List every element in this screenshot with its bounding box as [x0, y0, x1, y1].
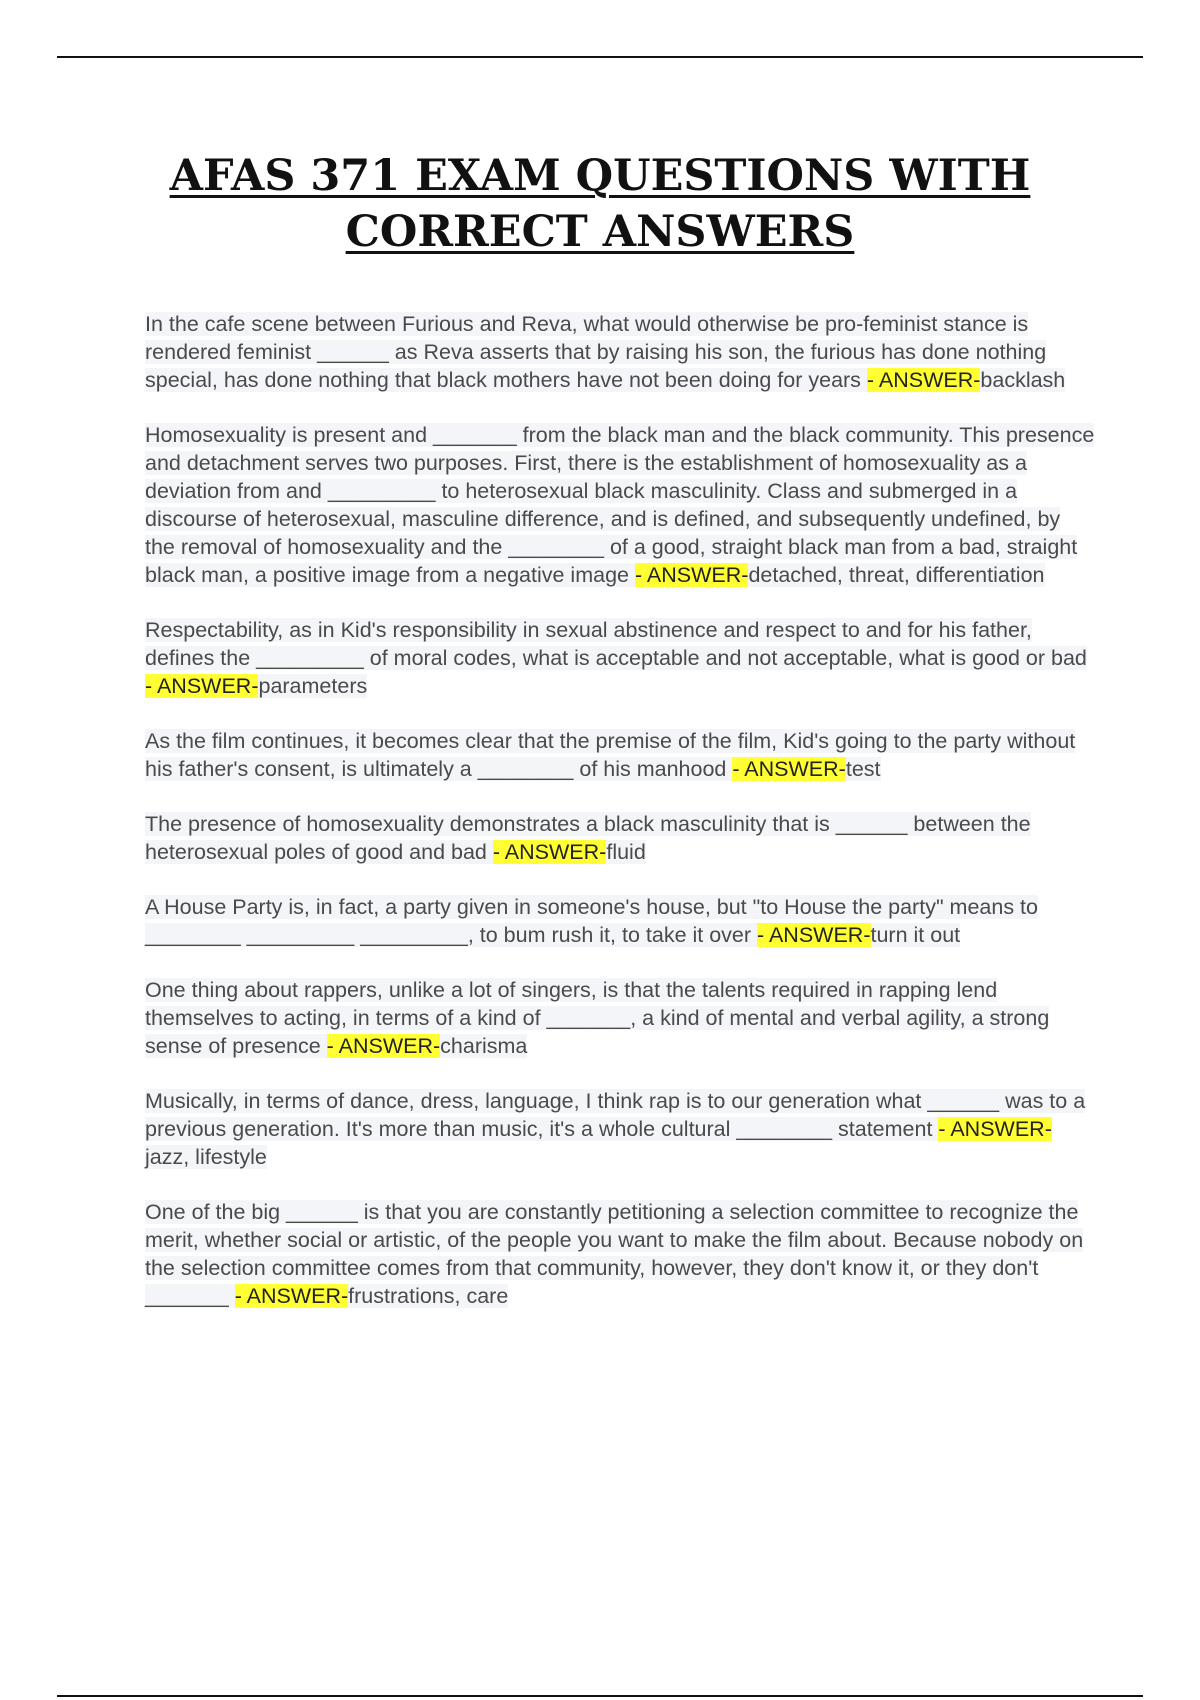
question-text: One thing about rappers, unlike a lot of singers, is that the talents required in rapping lend themselves to acting, in terms of a kind of _______, a kind of mental and verbal agility, a strong sense of presence	[145, 978, 1050, 1058]
answer-marker: - ANSWER-	[234, 1284, 349, 1308]
qa-item	[145, 421, 1095, 589]
answer-text: backlash	[980, 368, 1066, 392]
answer-text: fluid	[606, 840, 646, 864]
answer-marker: - ANSWER-	[757, 923, 871, 947]
question-text: Homosexuality is present and _______ from the black man and the black community. This presence and detachment serves two purposes. First, there is the establishment of homosexuality as a deviation from and _________ to heterosexual black masculinity. Class and submerged in a discourse of heterosexual, masculine difference, and is defined, and subsequently undefined, by the removal of homosexuality and the ________ of a good, straight black man from a bad, straight black man, a positive image from a negative image	[145, 423, 1095, 587]
question-text: As the film continues, it becomes clear that the premise of the film, Kid's going to the party without his father's consent, is ultimately a ________ of his manhood	[145, 729, 1076, 781]
answer-marker: - ANSWER-	[866, 368, 981, 392]
qa-item	[145, 1198, 1095, 1310]
answer-text: test	[845, 757, 881, 781]
qa-list	[145, 310, 1095, 1337]
question-text: A House Party is, in fact, a party given in someone's house, but "to House the party" means to ________ _________ _________, to bum rush it, to take it over	[145, 895, 1038, 947]
header-rule	[57, 56, 1143, 58]
answer-text: jazz, lifestyle	[145, 1145, 267, 1169]
answer-text: charisma	[440, 1034, 528, 1058]
answer-marker: - ANSWER-	[492, 840, 607, 864]
answer-marker: - ANSWER-	[634, 563, 749, 587]
qa-item	[145, 616, 1095, 700]
qa-item	[145, 810, 1095, 866]
question-text: One of the big ______ is that you are constantly petitioning a selection committee to recognize the merit, whether social or artistic, of the people you want to make the film about. Because nobody on the selection committee comes from that community, however, they don't know it, or they don't _______	[145, 1200, 1084, 1308]
question-text: Respectability, as in Kid's responsibility in sexual abstinence and respect to and for his father, defines the _________ of moral codes, what is acceptable and not acceptable, what is good or bad	[145, 618, 1087, 670]
answer-text: turn it out	[870, 923, 961, 947]
question-text: Musically, in terms of dance, dress, language, I think rap is to our generation what ______ was to a previous generation. It's more than music, it's a whole cultural ________ statement	[145, 1089, 1086, 1141]
answer-marker: - ANSWER-	[145, 674, 259, 698]
answer-text: detached, threat, differentiation	[748, 563, 1045, 587]
footer-rule	[57, 1695, 1143, 1697]
question-text: The presence of homosexuality demonstrates a black masculinity that is ______ between the heterosexual poles of good and bad	[145, 812, 1031, 864]
question-text: In the cafe scene between Furious and Reva, what would otherwise be pro-feminist stance is rendered feminist ______ as Reva asserts that by raising his son, the furious has done nothing special, has done nothing that black mothers have not been doing for years	[145, 312, 1047, 392]
qa-item	[145, 976, 1095, 1060]
title-line-2: CORRECT ANSWERS	[345, 207, 855, 257]
qa-item	[145, 727, 1095, 783]
qa-item	[145, 1087, 1095, 1171]
answer-marker: - ANSWER-	[326, 1034, 441, 1058]
answer-text: frustrations, care	[348, 1284, 509, 1308]
answer-marker: - ANSWER-	[732, 757, 846, 781]
answer-text: parameters	[258, 674, 368, 698]
qa-item	[145, 310, 1095, 394]
answer-marker: - ANSWER-	[938, 1117, 1052, 1141]
document-title	[0, 148, 1200, 260]
title-line-1: AFAS 371 EXAM QUESTIONS WITH	[169, 151, 1031, 201]
qa-item	[145, 893, 1095, 949]
